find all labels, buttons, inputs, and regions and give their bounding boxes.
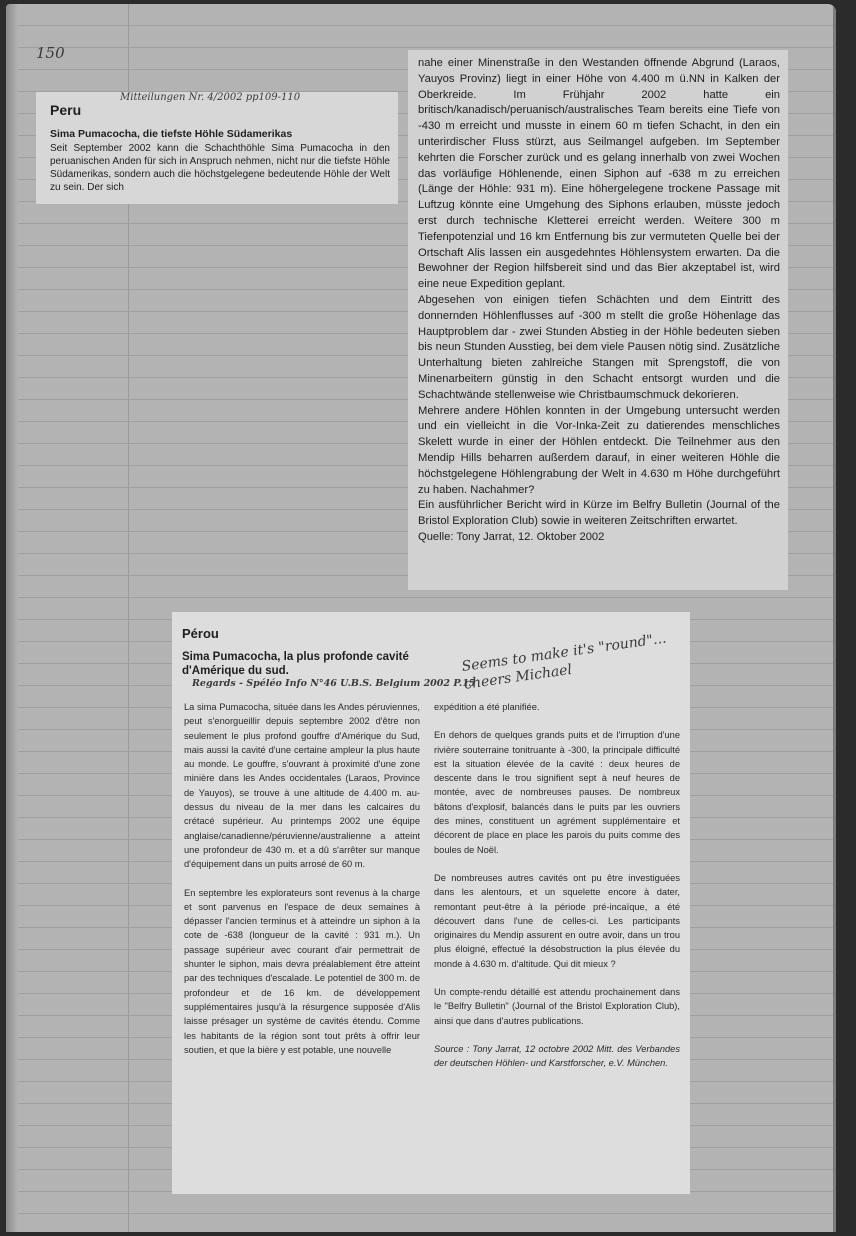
paragraph: Mehrere andere Höhlen konnten in der Umgebung untersucht werden und ein vielleicht in die Vor-Inka-Zeit zu datierendes menschliches Skelett wurde in einer der Höhlen entdeckt. Die Teilnehmer aus den Mendip Hills beharren außerdem darauf, in einer weiteren Höhle die höchstgelegene Höhlengrabung der Welt in 4.630 m Höhe durchgeführt zu haben. Nachahmer? [418, 404, 780, 496]
paragraph: Abgesehen von einigen tiefen Schächten und dem Eintritt des donnernden Höhlenflusses auf -300 m stellt die große Höhenlage das Hauptproblem dar - zwei Stunden Abstieg in der Höhle bedeuten sieben bis neun Stunden Ausstieg, bei dem viele Pausen nötig sind. Zusätzliche Unterhaltung bieten zahlreiche Stangen mit Sprengstoff, die von Minenarbeitern günstig in den Schacht entsorgt wurden und die Schachtwände stellenweise wie Christbaumschmuck dekorieren. [418, 293, 780, 401]
section-heading-peru: Peru [50, 102, 82, 118]
article-title-fr: Sima Pumacocha, la plus profonde cavité d'Amérique du sud. [182, 651, 409, 677]
article-title-de: Sima Pumacocha, die tiefste Höhle Südamerikas [50, 128, 293, 140]
article-source-fr: Source : Tony Jarrat, 12 octobre 2002 Mitt. des Verbandes der deutschen Höhlen- und Karstforscher, e.V. München. [434, 1043, 680, 1069]
handwritten-source-note-fr: Regards - Spéléo Info N°46 U.B.S. Belgium 2002 P.15 [192, 678, 476, 689]
article-column-1 [184, 700, 420, 1071]
paragraph: nahe einer Minenstraße in den Westanden öffnende Abgrund (Laraos, Yauyos Provinz) liegt in einer Höhe von 4.400 m ü.NN in Kalken der Oberkreide. Im Frühjahr 2002 hatte ein britisch/kanadisch/peruanisch/australisches Team bereits eine Tiefe von -430 m erreicht und musste in einem 60 m tiefen Schacht, in den ein unterirdischer Fluss stürzt, aus Seilmangel aufgeben. Im September kehrten die Forscher zurück und es gelang innerhalb von zwei Wochen das vorläufige Höhlenende, einen Siphon auf -638 m zu erreichen (Länge der Höhle: 931 m). Eine höhergelegene trockene Passage mit Luftzug könnte eine Umgehung des Siphons erlauben, müsste jedoch erst durch technische Kletterei erreicht werden. Weitere 300 m Tiefenpotenzial und 16 km Entfernung bis zur vermuteten Quelle bei der Ortschaft Alis lassen ein ausgedehntes Höhlensystem erwarten. Da die Bewohner der Region hilfsbereit sind und das Bier akzeptabel ist, wird eine neue Expedition geplant. [418, 57, 780, 291]
paragraph: En septembre les explorateurs sont revenus à la charge et sont parvenus en l'espace de deux semaines à dépasser l'ancien terminus et à atteindre un siphon à la cote de -638 (longueur de la cavité : 931 m.). Un passage supérieur avec courant d'air permettrait de shunter le siphon, mais devra préalablement être atteint par des techniques d'escalade. Le potentiel de 300 m. de profondeur et de 16 km. de développement supplémentaires jusqu'à la résurgence supposée d'Alis laisse présager un système de cavités étendu. Comme les habitants de la région sont tout prêts à offrir leur soutien, et que la bière y est potable, une nouvelle [184, 887, 420, 1055]
handwritten-source-note: Mitteilungen Nr. 4/2002 pp109-110 [120, 92, 301, 103]
article-column-2 [434, 700, 680, 1085]
paragraph: De nombreuses autres cavités ont pu être investiguées dans les alentours, et un squelette encore à dater, remontant peut-être à la période pré-incaïque, a été découvert dans l'une de celles-ci. Les participants originaires du Mendip assurent en outre avoir, dans un trou plus éloigné, effectué la désobstruction la plus élevée du monde à 4.630 m. d'altitude. Qui dit mieux ? [434, 872, 680, 969]
article-source-de: Quelle: Tony Jarrat, 12. Oktober 2002 [418, 530, 605, 543]
clipping-peru-body [408, 50, 788, 590]
notebook-page [6, 4, 836, 1232]
page-number: 150 [36, 44, 65, 62]
paragraph: La sima Pumacocha, située dans les Andes péruviennes, peut s'enorgueillir depuis septembre 2002 d'être non seulement le plus profond gouffre d'Amérique du Sud, mais aussi la cavité d'une certaine ampleur la plus haute au monde. Le gouffre, s'ouvrant à proximité d'une zone minière dans les Andes occidentales (Laraos, Province de Yauyos), se trouve à une altitude de 4.400 m. au-dessus du niveau de la mer dans les calcaires du crétacé supérieur. Au printemps 2002 une équipe anglaise/canadienne/péruvienne/australienne a atteint une profondeur de 430 m. et a dû s'arrêter sur manque d'équipement dans un puits arrosé de 60 m. [184, 702, 420, 870]
page-edge [833, 4, 836, 1232]
paragraph: Un compte-rendu détaillé est attendu prochainement dans le "Belfry Bulletin" (Journal of the Bristol Exploration Club), ainsi que dans d'autres publications. [434, 987, 680, 1026]
paragraph: En dehors de quelques grands puits et de l'irruption d'une rivière souterraine tonitruante à -300, la principale difficulté est la situation élevée de la cavité : deux heures de descente dans le trou signifient sept à neuf heures de montée, avec de nombreuses pauses. De nombreux bâtons d'explosif, balancés dans le puits par les ouvriers des mines, constituent un agrément supplémentaire et décorent de place en place les parois du puits comme des boules de Noël. [434, 730, 680, 855]
paragraph: Ein ausführlicher Bericht wird in Kürze im Belfry Bulletin (Journal of the Bristol Exploration Club) sowie in weiteren Zeitschriften erwartet. [418, 499, 780, 528]
clipping-perou [172, 612, 690, 1194]
paragraph: expédition a été planifiée. [434, 702, 540, 712]
article-body-de [418, 56, 780, 546]
clipping-peru-intro [36, 92, 398, 204]
handwritten-comment: Seems to make it's "round"... cheers Michael [460, 630, 668, 693]
section-heading-perou: Pérou [182, 626, 219, 641]
article-intro-de: Seit September 2002 kann die Schachthöhle Sima Pumacocha in den peruanischen Anden für sich in Anspruch nehmen, nicht nur die tiefste Höhle Südamerikas, sondern auch die höchstgelegene bedeutende Höhle der Welt zu sein. Der sich [50, 143, 390, 193]
